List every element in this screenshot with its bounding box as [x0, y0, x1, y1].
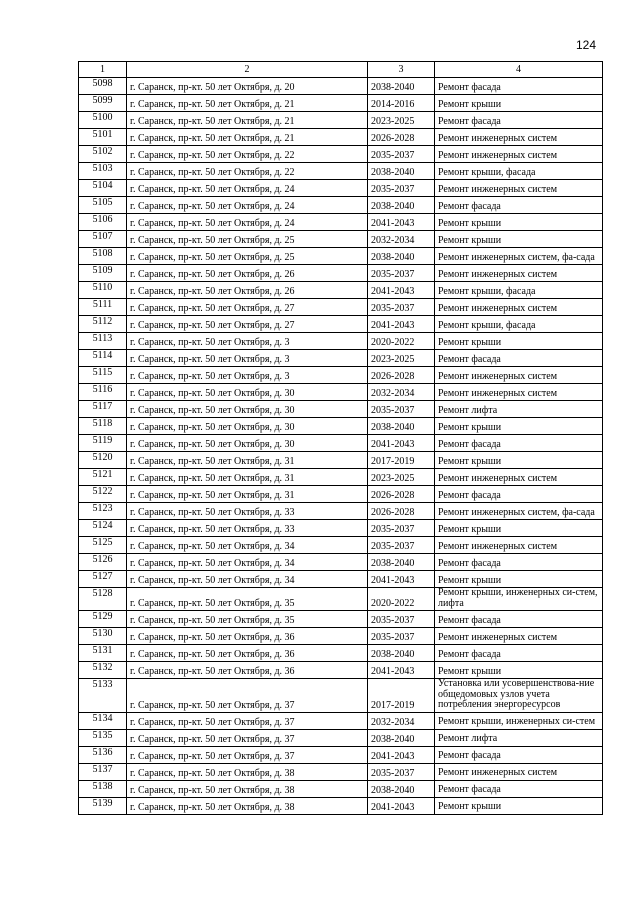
work-type-cell: Ремонт инженерных систем: [435, 628, 603, 645]
work-type-cell: Ремонт фасада: [435, 554, 603, 571]
period-cell: 2026-2028: [368, 486, 435, 503]
work-type-cell: Ремонт инженерных систем: [435, 763, 603, 780]
period-cell: 2023-2025: [368, 469, 435, 486]
period-cell: 2041-2043: [368, 316, 435, 333]
period-cell: 2020-2022: [368, 588, 435, 611]
row-number-cell: 5132: [79, 662, 127, 679]
row-number-cell: 5114: [79, 350, 127, 367]
work-type-cell: Ремонт фасада: [435, 197, 603, 214]
row-number-cell: 5098: [79, 78, 127, 95]
address-cell: г. Саранск, пр-кт. 50 лет Октября, д. 31: [127, 452, 368, 469]
row-number-cell: 5108: [79, 248, 127, 265]
row-number-cell: 5115: [79, 367, 127, 384]
table-row: [79, 797, 603, 814]
table-row: [79, 611, 603, 628]
address-cell: г. Саранск, пр-кт. 50 лет Октября, д. 21: [127, 129, 368, 146]
table-row: [79, 763, 603, 780]
work-type-cell: Ремонт крыши: [435, 452, 603, 469]
period-cell: 2026-2028: [368, 129, 435, 146]
work-type-cell: Ремонт крыши, фасада: [435, 163, 603, 180]
row-number-cell: 5126: [79, 554, 127, 571]
work-type-cell: Ремонт фасада: [435, 780, 603, 797]
table-row: [79, 248, 603, 265]
row-number-cell: 5128: [79, 588, 127, 611]
address-cell: г. Саранск, пр-кт. 50 лет Октября, д. 3: [127, 333, 368, 350]
row-number-cell: 5125: [79, 537, 127, 554]
work-type-cell: Ремонт крыши: [435, 418, 603, 435]
table-body: [79, 78, 603, 815]
work-type-cell: Ремонт крыши, фасада: [435, 316, 603, 333]
work-type-cell: Ремонт инженерных систем, фа-сада: [435, 503, 603, 520]
row-number-cell: 5102: [79, 146, 127, 163]
table-row: [79, 452, 603, 469]
address-cell: г. Саранск, пр-кт. 50 лет Октября, д. 36: [127, 628, 368, 645]
address-cell: г. Саранск, пр-кт. 50 лет Октября, д. 38: [127, 780, 368, 797]
row-number-cell: 5117: [79, 401, 127, 418]
period-cell: 2041-2043: [368, 662, 435, 679]
work-type-cell: Установка или усовершенствова-ние общедомовых узлов учета потребления энергоресурсов: [435, 679, 603, 713]
address-cell: г. Саранск, пр-кт. 50 лет Октября, д. 36: [127, 645, 368, 662]
period-cell: 2041-2043: [368, 797, 435, 814]
period-cell: 2035-2037: [368, 299, 435, 316]
table-row: [79, 231, 603, 248]
row-number-cell: 5100: [79, 112, 127, 129]
row-number-cell: 5134: [79, 712, 127, 729]
work-type-cell: Ремонт фасада: [435, 78, 603, 95]
address-cell: г. Саранск, пр-кт. 50 лет Октября, д. 37: [127, 679, 368, 713]
row-number-cell: 5109: [79, 265, 127, 282]
work-type-cell: Ремонт фасада: [435, 611, 603, 628]
address-cell: г. Саранск, пр-кт. 50 лет Октября, д. 27: [127, 316, 368, 333]
table-row: [79, 146, 603, 163]
address-cell: г. Саранск, пр-кт. 50 лет Октября, д. 37: [127, 712, 368, 729]
row-number-cell: 5124: [79, 520, 127, 537]
period-cell: 2032-2034: [368, 712, 435, 729]
row-number-cell: 5119: [79, 435, 127, 452]
period-cell: 2035-2037: [368, 537, 435, 554]
table-row: [79, 163, 603, 180]
row-number-cell: 5123: [79, 503, 127, 520]
table-row: [79, 520, 603, 537]
period-cell: 2038-2040: [368, 248, 435, 265]
period-cell: 2023-2025: [368, 350, 435, 367]
address-cell: г. Саранск, пр-кт. 50 лет Октября, д. 31: [127, 486, 368, 503]
period-cell: 2032-2034: [368, 384, 435, 401]
work-type-cell: Ремонт инженерных систем: [435, 367, 603, 384]
address-cell: г. Саранск, пр-кт. 50 лет Октября, д. 30: [127, 384, 368, 401]
table-row: [79, 645, 603, 662]
table-row: [79, 554, 603, 571]
period-cell: 2035-2037: [368, 611, 435, 628]
row-number-cell: 5101: [79, 129, 127, 146]
row-number-cell: 5139: [79, 797, 127, 814]
table-row: [79, 588, 603, 611]
row-number-cell: 5137: [79, 763, 127, 780]
table-row: [79, 469, 603, 486]
table-row: [79, 282, 603, 299]
work-type-cell: Ремонт крыши: [435, 333, 603, 350]
work-type-cell: Ремонт крыши: [435, 214, 603, 231]
address-cell: г. Саранск, пр-кт. 50 лет Октября, д. 38: [127, 797, 368, 814]
address-cell: г. Саранск, пр-кт. 50 лет Октября, д. 31: [127, 469, 368, 486]
column-header-2: 2: [127, 62, 368, 78]
table-row: [79, 384, 603, 401]
table-row: [79, 367, 603, 384]
table-row: [79, 214, 603, 231]
table-row: [79, 679, 603, 713]
row-number-cell: 5103: [79, 163, 127, 180]
row-number-cell: 5112: [79, 316, 127, 333]
address-cell: г. Саранск, пр-кт. 50 лет Октября, д. 37: [127, 746, 368, 763]
work-type-cell: Ремонт инженерных систем: [435, 129, 603, 146]
period-cell: 2026-2028: [368, 503, 435, 520]
row-number-cell: 5138: [79, 780, 127, 797]
address-cell: г. Саранск, пр-кт. 50 лет Октября, д. 25: [127, 231, 368, 248]
table-row: [79, 401, 603, 418]
address-cell: г. Саранск, пр-кт. 50 лет Октября, д. 24: [127, 197, 368, 214]
period-cell: 2035-2037: [368, 520, 435, 537]
period-cell: 2017-2019: [368, 679, 435, 713]
work-type-cell: Ремонт лифта: [435, 729, 603, 746]
period-cell: 2038-2040: [368, 554, 435, 571]
row-number-cell: 5133: [79, 679, 127, 713]
address-cell: г. Саранск, пр-кт. 50 лет Октября, д. 33: [127, 503, 368, 520]
work-type-cell: Ремонт крыши: [435, 520, 603, 537]
address-cell: г. Саранск, пр-кт. 50 лет Октября, д. 33: [127, 520, 368, 537]
table-row: [79, 180, 603, 197]
table-row: [79, 662, 603, 679]
row-number-cell: 5131: [79, 645, 127, 662]
row-number-cell: 5110: [79, 282, 127, 299]
table-row: [79, 418, 603, 435]
period-cell: 2038-2040: [368, 78, 435, 95]
row-number-cell: 5106: [79, 214, 127, 231]
period-cell: 2032-2034: [368, 231, 435, 248]
row-number-cell: 5135: [79, 729, 127, 746]
address-cell: г. Саранск, пр-кт. 50 лет Октября, д. 37: [127, 729, 368, 746]
work-type-cell: Ремонт фасада: [435, 350, 603, 367]
column-header-1: 1: [79, 62, 127, 78]
address-cell: г. Саранск, пр-кт. 50 лет Октября, д. 26: [127, 282, 368, 299]
address-cell: г. Саранск, пр-кт. 50 лет Октября, д. 25: [127, 248, 368, 265]
table-row: [79, 350, 603, 367]
table-row: [79, 197, 603, 214]
table-row: [79, 316, 603, 333]
address-cell: г. Саранск, пр-кт. 50 лет Октября, д. 35: [127, 588, 368, 611]
period-cell: 2035-2037: [368, 265, 435, 282]
address-cell: г. Саранск, пр-кт. 50 лет Октября, д. 38: [127, 763, 368, 780]
table-row: [79, 628, 603, 645]
address-cell: г. Саранск, пр-кт. 50 лет Октября, д. 30: [127, 418, 368, 435]
row-number-cell: 5099: [79, 95, 127, 112]
column-header-4: 4: [435, 62, 603, 78]
period-cell: 2041-2043: [368, 746, 435, 763]
work-type-cell: Ремонт крыши, инженерных си-стем: [435, 712, 603, 729]
work-type-cell: Ремонт инженерных систем: [435, 265, 603, 282]
row-number-cell: 5130: [79, 628, 127, 645]
period-cell: 2041-2043: [368, 435, 435, 452]
table-row: [79, 265, 603, 282]
row-number-cell: 5121: [79, 469, 127, 486]
row-number-cell: 5127: [79, 571, 127, 588]
address-cell: г. Саранск, пр-кт. 50 лет Октября, д. 20: [127, 78, 368, 95]
table-row: [79, 571, 603, 588]
work-type-cell: Ремонт фасада: [435, 645, 603, 662]
period-cell: 2035-2037: [368, 628, 435, 645]
work-type-cell: Ремонт лифта: [435, 401, 603, 418]
table-row: [79, 780, 603, 797]
address-cell: г. Саранск, пр-кт. 50 лет Октября, д. 22: [127, 163, 368, 180]
table-row: [79, 299, 603, 316]
table-row: [79, 746, 603, 763]
work-type-cell: Ремонт инженерных систем: [435, 469, 603, 486]
period-cell: 2038-2040: [368, 197, 435, 214]
page-number: 124: [575, 38, 596, 52]
address-cell: г. Саранск, пр-кт. 50 лет Октября, д. 30: [127, 401, 368, 418]
work-type-cell: Ремонт инженерных систем: [435, 299, 603, 316]
work-type-cell: Ремонт крыши: [435, 95, 603, 112]
row-number-cell: 5116: [79, 384, 127, 401]
work-type-cell: Ремонт крыши, инженерных си-стем, лифта: [435, 588, 603, 611]
address-cell: г. Саранск, пр-кт. 50 лет Октября, д. 21: [127, 95, 368, 112]
address-cell: г. Саранск, пр-кт. 50 лет Октября, д. 3: [127, 350, 368, 367]
table-row: [79, 129, 603, 146]
address-cell: г. Саранск, пр-кт. 50 лет Октября, д. 24: [127, 180, 368, 197]
address-cell: г. Саранск, пр-кт. 50 лет Октября, д. 22: [127, 146, 368, 163]
address-cell: г. Саранск, пр-кт. 50 лет Октября, д. 34: [127, 554, 368, 571]
address-cell: г. Саранск, пр-кт. 50 лет Октября, д. 3: [127, 367, 368, 384]
table-row: [79, 95, 603, 112]
work-type-cell: Ремонт инженерных систем: [435, 146, 603, 163]
table-row: [79, 486, 603, 503]
column-header-3: 3: [368, 62, 435, 78]
table-row: [79, 729, 603, 746]
work-type-cell: Ремонт крыши: [435, 231, 603, 248]
work-type-cell: Ремонт крыши: [435, 571, 603, 588]
period-cell: 2041-2043: [368, 571, 435, 588]
period-cell: 2035-2037: [368, 763, 435, 780]
repair-schedule-table: [78, 61, 603, 815]
period-cell: 2038-2040: [368, 780, 435, 797]
period-cell: 2023-2025: [368, 112, 435, 129]
address-cell: г. Саранск, пр-кт. 50 лет Октября, д. 34: [127, 537, 368, 554]
row-number-cell: 5113: [79, 333, 127, 350]
work-type-cell: Ремонт фасада: [435, 435, 603, 452]
work-type-cell: Ремонт фасада: [435, 112, 603, 129]
work-type-cell: Ремонт инженерных систем: [435, 537, 603, 554]
period-cell: 2041-2043: [368, 282, 435, 299]
row-number-cell: 5136: [79, 746, 127, 763]
row-number-cell: 5122: [79, 486, 127, 503]
row-number-cell: 5104: [79, 180, 127, 197]
address-cell: г. Саранск, пр-кт. 50 лет Октября, д. 34: [127, 571, 368, 588]
row-number-cell: 5129: [79, 611, 127, 628]
work-type-cell: Ремонт крыши: [435, 662, 603, 679]
work-type-cell: Ремонт фасада: [435, 486, 603, 503]
row-number-cell: 5111: [79, 299, 127, 316]
period-cell: 2041-2043: [368, 214, 435, 231]
period-cell: 2038-2040: [368, 163, 435, 180]
address-cell: г. Саранск, пр-кт. 50 лет Октября, д. 36: [127, 662, 368, 679]
table-row: [79, 333, 603, 350]
period-cell: 2038-2040: [368, 418, 435, 435]
address-cell: г. Саранск, пр-кт. 50 лет Октября, д. 30: [127, 435, 368, 452]
table-row: [79, 78, 603, 95]
work-type-cell: Ремонт крыши, фасада: [435, 282, 603, 299]
row-number-cell: 5105: [79, 197, 127, 214]
table-row: [79, 712, 603, 729]
work-type-cell: Ремонт фасада: [435, 746, 603, 763]
table-header-row: [79, 62, 603, 78]
table-row: [79, 435, 603, 452]
period-cell: 2017-2019: [368, 452, 435, 469]
period-cell: 2038-2040: [368, 645, 435, 662]
row-number-cell: 5107: [79, 231, 127, 248]
period-cell: 2035-2037: [368, 180, 435, 197]
table-row: [79, 537, 603, 554]
address-cell: г. Саранск, пр-кт. 50 лет Октября, д. 24: [127, 214, 368, 231]
period-cell: 2014-2016: [368, 95, 435, 112]
work-type-cell: Ремонт инженерных систем: [435, 384, 603, 401]
address-cell: г. Саранск, пр-кт. 50 лет Октября, д. 27: [127, 299, 368, 316]
address-cell: г. Саранск, пр-кт. 50 лет Октября, д. 26: [127, 265, 368, 282]
period-cell: 2035-2037: [368, 401, 435, 418]
table-row: [79, 503, 603, 520]
work-type-cell: Ремонт инженерных систем: [435, 180, 603, 197]
period-cell: 2026-2028: [368, 367, 435, 384]
row-number-cell: 5120: [79, 452, 127, 469]
period-cell: 2020-2022: [368, 333, 435, 350]
address-cell: г. Саранск, пр-кт. 50 лет Октября, д. 35: [127, 611, 368, 628]
period-cell: 2038-2040: [368, 729, 435, 746]
address-cell: г. Саранск, пр-кт. 50 лет Октября, д. 21: [127, 112, 368, 129]
table-row: [79, 112, 603, 129]
period-cell: 2035-2037: [368, 146, 435, 163]
work-type-cell: Ремонт инженерных систем, фа-сада: [435, 248, 603, 265]
work-type-cell: Ремонт крыши: [435, 797, 603, 814]
row-number-cell: 5118: [79, 418, 127, 435]
